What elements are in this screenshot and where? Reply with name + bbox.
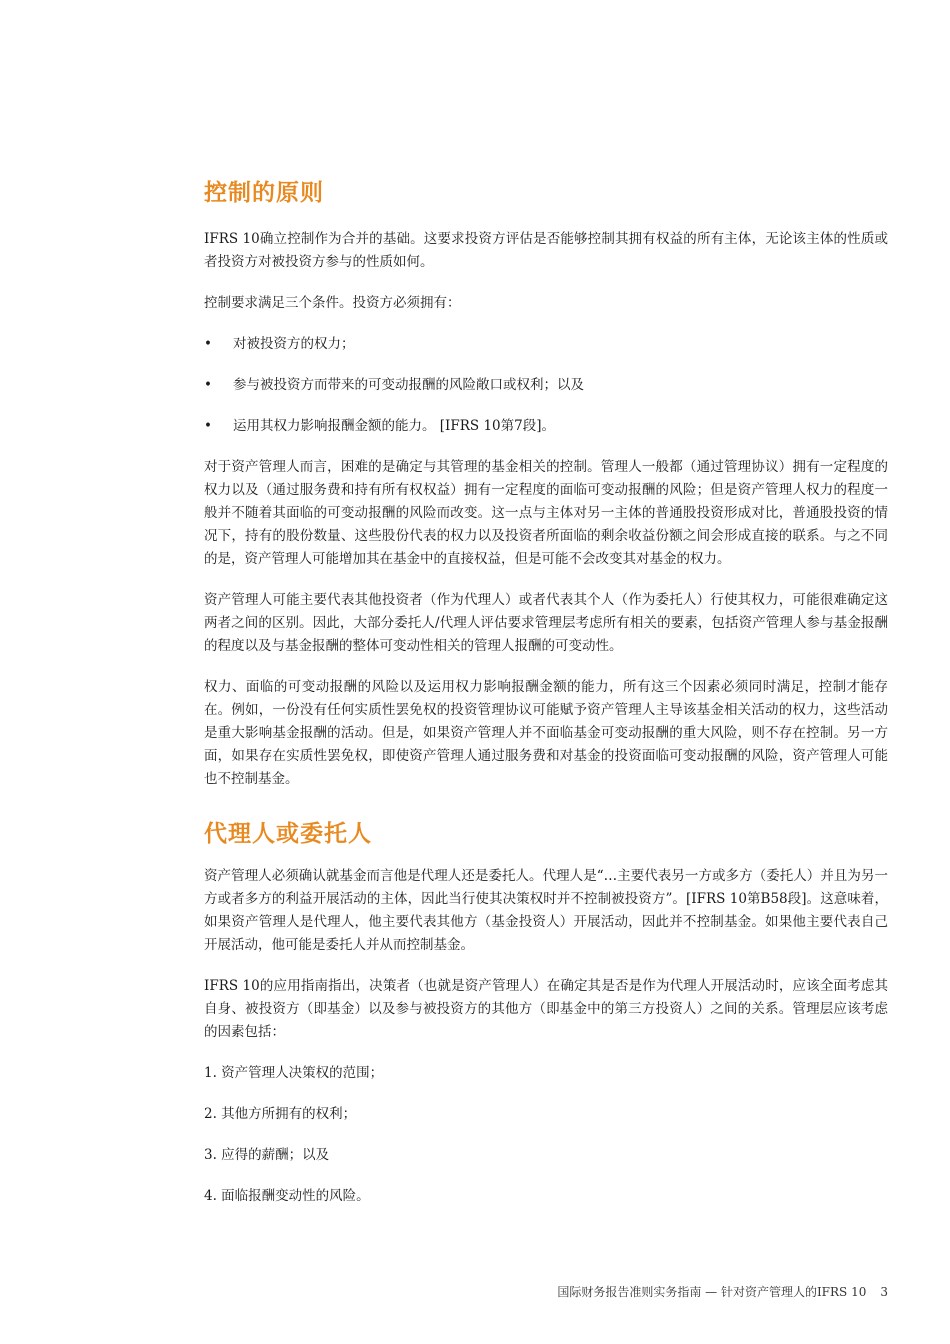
section-title-control-principle: 控制的原则 (204, 179, 324, 206)
paragraph: IFRS 10的应用指南指出，决策者（也就是资产管理人）在确定其是否是作为代理人开展活动时，应该全面考虑其自身、被投资方（即基金）以及参与被投资方的其他方（即基金中的第三方投资人）之间的关系。管理层应该考虑的因素包括： (204, 978, 888, 1040)
bullet-icon: • (204, 377, 212, 393)
list-item: • 对被投资方的权力； (204, 333, 888, 356)
paragraph: 资产管理人可能主要代表其他投资者（作为代理人）或者代表其个人（作为委托人）行使其权力，可能很难确定这两者之间的区别。因此，大部分委托人/代理人评估要求管理层考虑所有相关的要素，包括资产管理人参与基金报酬的程度以及与基金报酬的整体可变动性相关的管理人报酬的可变动性。 (204, 592, 888, 654)
paragraph: 控制要求满足三个条件。投资方必须拥有： (204, 295, 461, 311)
list-item: 2. 其他方所拥有的权利； (204, 1106, 357, 1122)
bullet-icon: • (204, 418, 212, 434)
paragraph: IFRS 10确立控制作为合并的基础。这要求投资方评估是否能够控制其拥有权益的所有主体，无论该主体的性质或者投资方对被投资方参与的性质如何。 (204, 231, 888, 270)
paragraph: 权力、面临的可变动报酬的风险以及运用权力影响报酬金额的能力，所有这三个因素必须同时满足，控制才能存在。例如，一份没有任何实质性罢免权的投资管理协议可能赋予资产管理人主导该基金相关活动的权力，这些活动是重大影响基金报酬的活动。但是，如果资产管理人并不面临基金可变动报酬的重大风险，则不存在控制。另一方面，如果存在实质性罢免权，即使资产管理人通过服务费和对基金的投资面临可变动报酬的风险，资产管理人可能也不控制基金。 (204, 679, 888, 787)
list-item: 3. 应得的薪酬；以及 (204, 1147, 330, 1163)
paragraph: 对于资产管理人而言，困难的是确定与其管理的基金相关的控制。管理人一般都（通过管理协议）拥有一定程度的权力以及（通过服务费和持有所有权权益）拥有一定程度的面临可变动报酬的风险；但是资产管理人权力的程度一般并不随着其面临的可变动报酬的风险而改变。这一点与主体对另一主体的普通股投资形成对比，普通股投资的情况下，持有的股份数量、这些股份代表的权力以及投资者所面临的剩余收益份额之间会形成直接的联系。与之不同的是，资产管理人可能增加其在基金中的直接权益，但是可能不会改变其对基金的权力。 (204, 459, 888, 567)
page-number: 3 (880, 1285, 888, 1299)
list-item: 4. 面临报酬变动性的风险。 (204, 1188, 370, 1204)
factors-list (204, 1062, 888, 1208)
paragraph: 资产管理人必须确认就基金而言他是代理人还是委托人。代理人是“…主要代表另一方或多方（委托人）并且为另一方或者多方的利益开展活动的主体，因此当行使其决策权时并不控制被投资方”。[IFRS 10第B58段]。这意味着，如果资产管理人是代理人，他主要代表其他方（基金投资人）开展活动，因此并不控制基金。如果他主要代表自己开展活动，他可能是委托人并从而控制基金。 (204, 868, 888, 953)
list-item: • 参与被投资方而带来的可变动报酬的风险敞口或权利；以及 (204, 374, 888, 397)
list-item: 1. 资产管理人决策权的范围； (204, 1065, 384, 1081)
document-body (204, 176, 888, 1226)
footer-title: 国际财务报告准则实务指南 — 针对资产管理人的IFRS 10 (557, 1285, 867, 1299)
control-conditions-list (204, 333, 888, 438)
page-footer (557, 1282, 888, 1302)
list-item: • 运用其权力影响报酬金额的能力。 [IFRS 10第7段]。 (204, 415, 888, 438)
section-title-agent-or-principal: 代理人或委托人 (204, 820, 372, 847)
bullet-icon: • (204, 336, 212, 352)
